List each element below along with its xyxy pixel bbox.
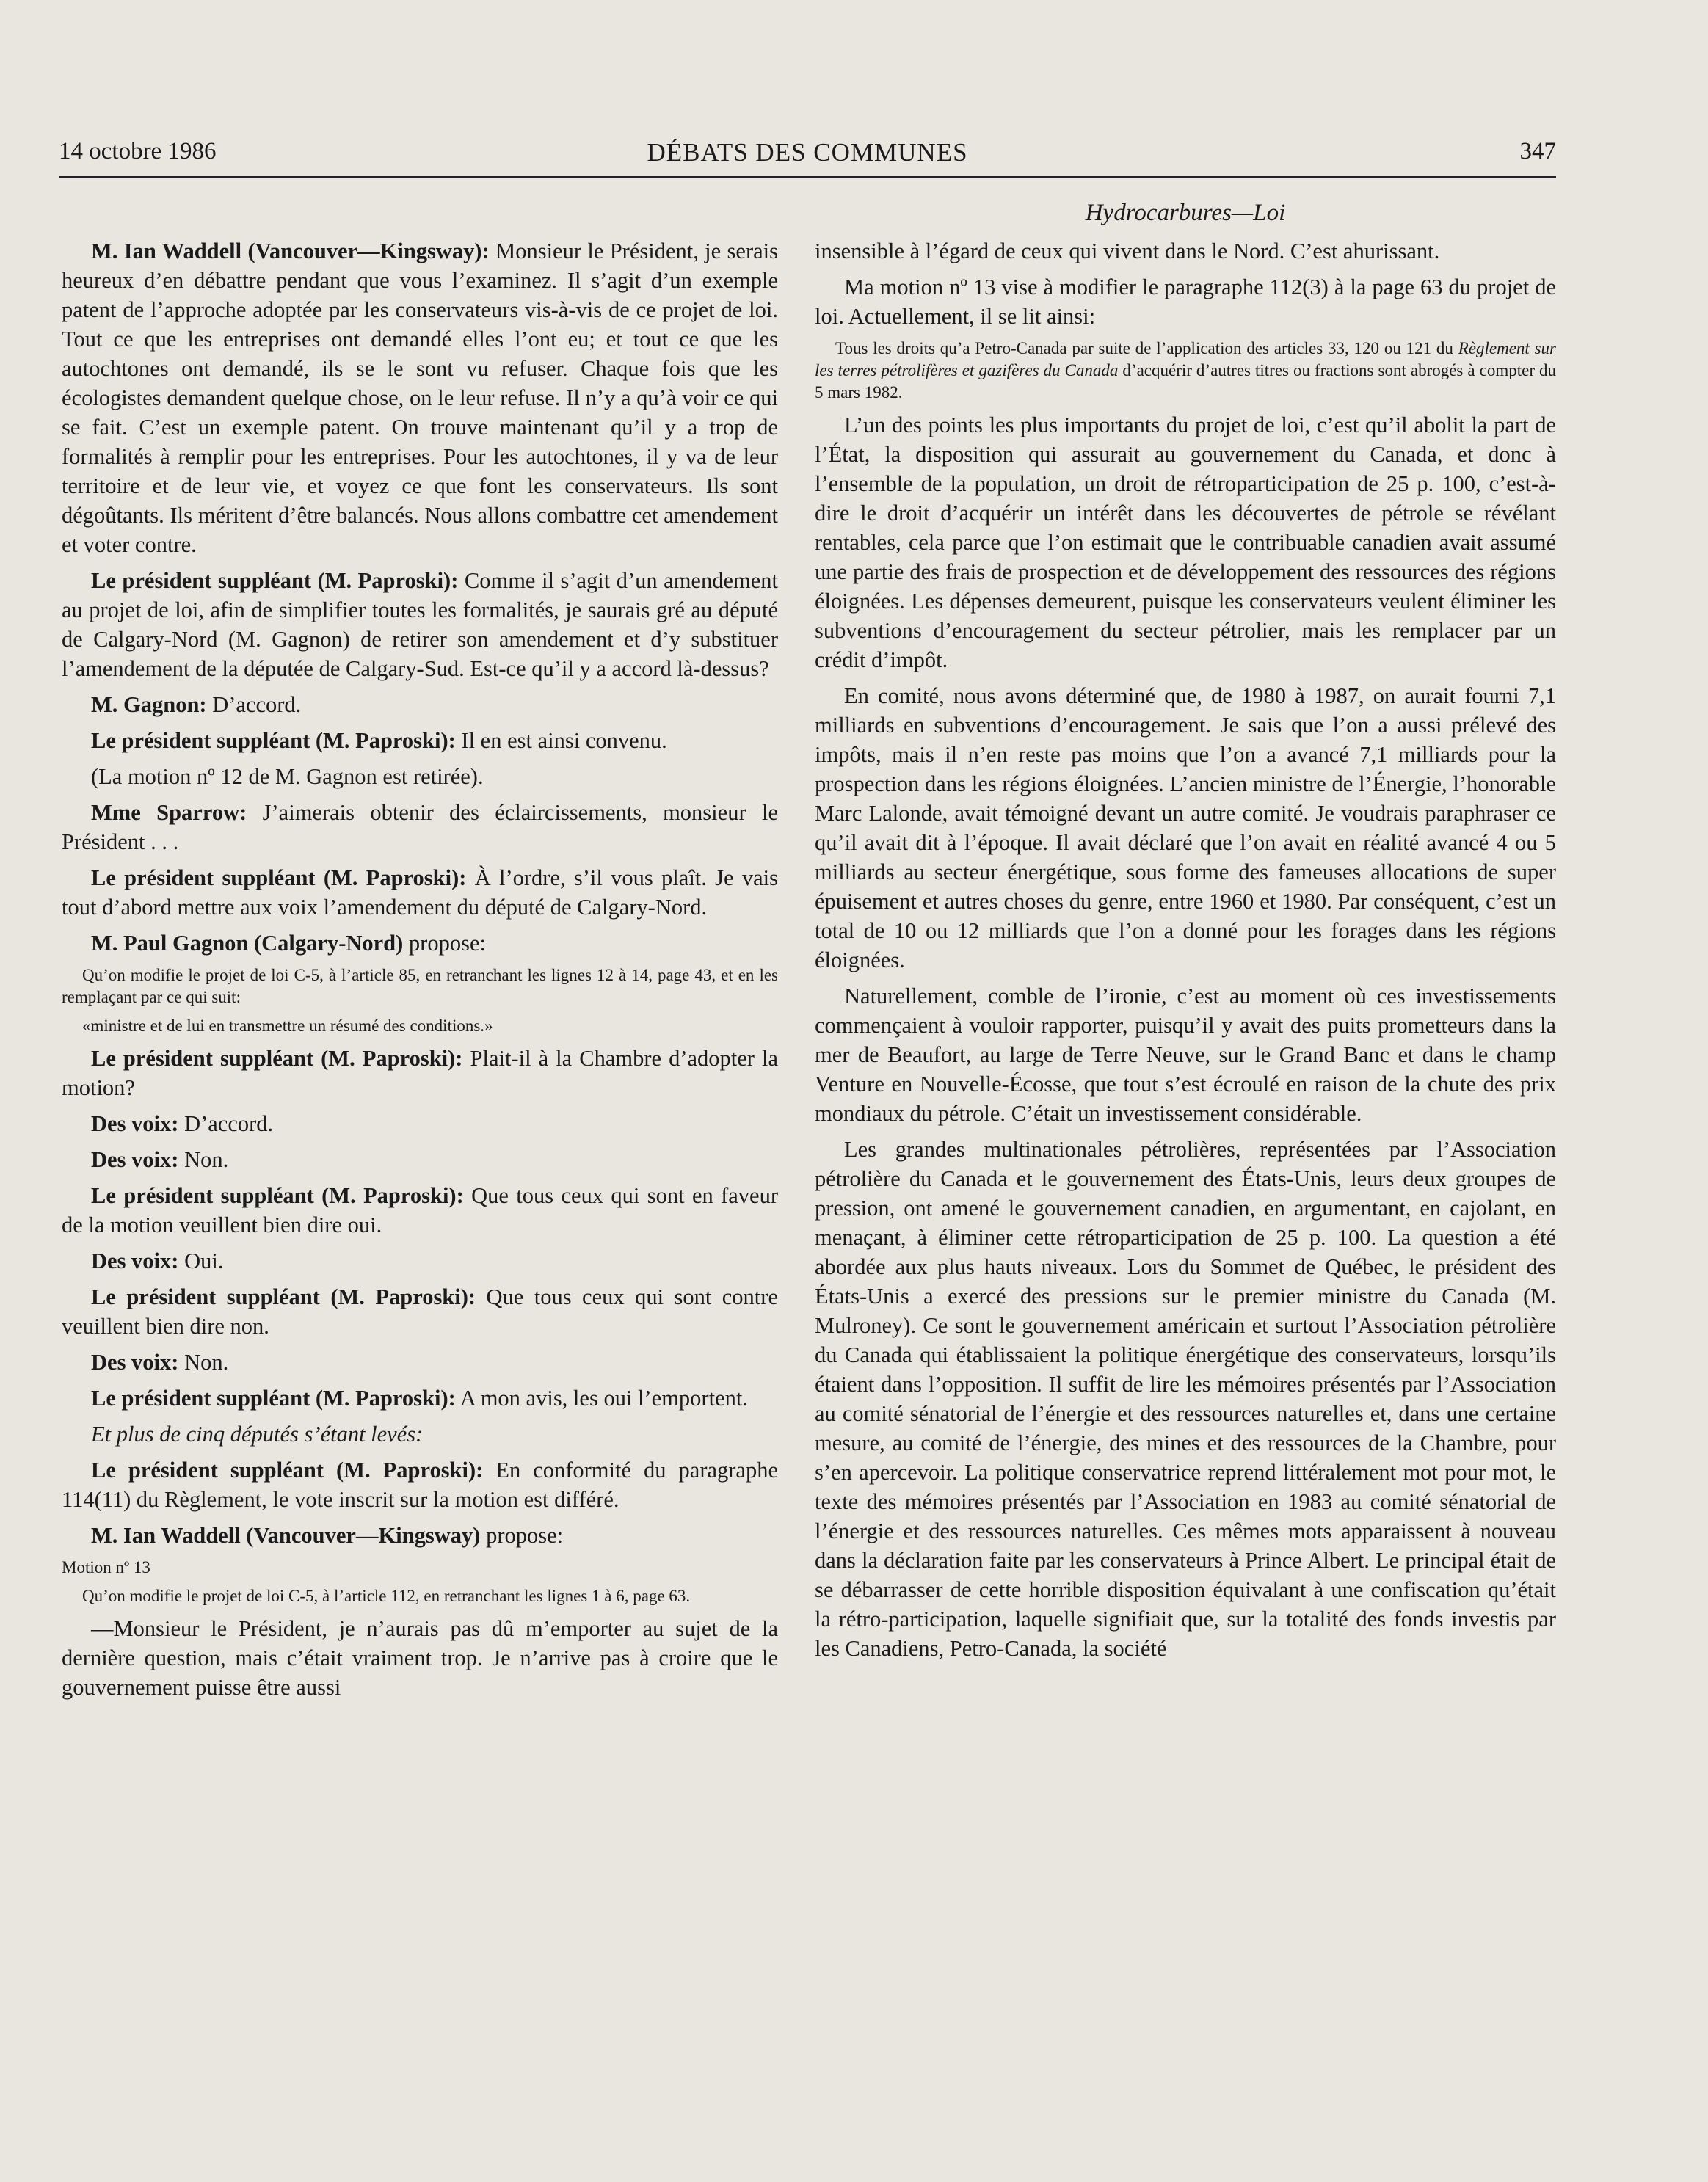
block-quote: «ministre et de lui en transmettre un résumé des conditions.» [82,1017,493,1035]
quote-text: d’acquérir d’autres titres ou fractions sont abrogés à compter du 5 mars 1982. [815,361,1556,401]
left-column [62,236,778,2159]
speaker-name: M. Paul Gagnon (Calgary-Nord) [91,931,404,956]
running-head: Hydrocarbures—Loi [1085,200,1286,226]
speech-paragraph [62,1109,778,1138]
speech-paragraph [62,690,778,719]
paragraph: Naturellement, comble de l’ironie, c’est au moment où ces investissements commençaient à vouloir rapporter, puisqu’il y avait des puits prometteurs dans la mer de Beaufort, au large de Terre Neuve, sur le Grand Banc et dans le champ Venture en Nouvelle-Écosse, que tout s’est écroulé en raison de la chute des prix mondiaux du pétrole. C’était un investissement considérable. [815,983,1556,1126]
speaker-name: M. Ian Waddell (Vancouver—Kingsway) [91,1523,481,1548]
motion-number: Motion nº 13 [62,1558,150,1577]
speaker-name: Mme Sparrow: [91,800,247,825]
speech-paragraph [62,1181,778,1240]
speaker-name: Le président suppléant (M. Paproski): [91,1183,464,1208]
speech-text: Il en est ainsi convenu. [455,728,667,753]
speaker-name: Le président suppléant (M. Paproski): [91,1046,463,1071]
speaker-name: Des voix: [91,1248,179,1273]
speech-text: Que tous ceux qui sont en faveur de la motion veuillent bien dire oui. [62,1183,778,1237]
speech-paragraph [62,1282,778,1341]
page-number: 347 [1519,138,1556,164]
speech-text: J’aimerais obtenir des éclaircissements, monsieur le Président . . . [62,800,778,854]
speech-text: Que tous ceux qui sont contre veuillent bien dire non. [62,1284,778,1339]
speaker-name: Des voix: [91,1111,179,1136]
speech-text: Comme il s’agit d’un amendement au projet de loi, afin de simplifier toutes les formalités, je saurais gré au député de Calgary-Nord (M. Gagnon) de retirer son amendement et d’y substituer l’amendement de la députée de Calgary-Sud. Est-ce qu’il y a accord là-dessus? [62,568,778,681]
speech-text: À l’ordre, s’il vous plaît. Je vais tout d’abord mettre aux voix l’amendement du député de Calgary-Nord. [62,865,778,920]
paragraph: L’un des points les plus importants du projet de loi, c’est qu’il abolit la part de l’État, la disposition qui assurait au gouvernement du Canada, et donc à l’ensemble de la population, un droit de rétroparticipation de 25 p. 100, c’est-à-dire le droit d’acquérir un intérêt dans les découvertes de pétrole se révélant rentables, cela parce que l’on estimait que le contribuable canadien avait assumé une partie des frais de prospection et de développement des ressources des régions éloignées. Les dépenses demeurent, puisque les conservateurs veulent éliminer les subventions d’encouragement du secteur pétrolier, mais les remplacer par un crédit d’impôt. [815,412,1556,672]
speech-text: propose: [403,931,486,956]
speech-paragraph [62,863,778,922]
speech-paragraph [62,928,778,958]
speech-paragraph [62,1044,778,1102]
page-header [59,138,1556,178]
speaker-name: Des voix: [91,1350,179,1375]
paragraph: Les grandes multinationales pétrolières, représentées par l’Association pétrolière du Canada et le gouvernement des États-Unis, leurs deux groupes de pression, ont amené le gouvernement canadien, en argumentant, en cajolant, en menaçant, à éliminer cette rétroparticipation de 25 p. 100. La question a été abordée aux plus hauts niveaux. Lors du Sommet de Québec, le président des États-Unis a exercé des pressions sur le premier ministre du Canada (M. Mulroney). Ce sont le gouvernement américain et surtout l’Association pétrolière du Canada qui établissaient la politique énergétique des conservateurs, lorsqu’ils étaient dans l’opposition. Il suffit de lire les mémoires présentés par l’Association au comité sénatorial de l’énergie et des ressources naturelles et, dans une certaine mesure, au comité de l’énergie, des mines et des ressources de la Chambre, pour s’en apercevoir. La politique conservatrice reprend littéralement mot pour mot, le texte des mémoires présentés par l’Association en 1983 au comité sénatorial de l’énergie et des ressources naturelles. Ces mêmes mots apparaissent à nouveau dans la déclaration faite par les conservateurs à Prince Albert. Le principal était de se débarrasser de cette horrible disposition équivalant à une confiscation qu’était la rétro-participation, laquelle signifiait que, sur la totalité des fonds investis par les Canadiens, Petro-Canada, la société [815,1137,1556,1661]
speech-text: D’accord. [178,1111,274,1136]
speech-paragraph [62,1383,778,1413]
block-quote: Qu’on modifie le projet de loi C-5, à l’article 112, en retranchant les lignes 1 à 6, page 63. [82,1587,691,1605]
quote-text: Tous les droits qu’a Petro-Canada par suite de l’application des articles 33, 120 ou 121 du [835,339,1458,357]
speech-text: Non. [178,1350,229,1375]
speaker-name: Le président suppléant (M. Paproski): [91,1284,476,1309]
speech-text: D’accord. [206,692,302,717]
speech-text: Oui. [178,1248,224,1273]
speech-text: Plait-il à la Chambre d’adopter la motion? [62,1046,778,1100]
paragraph: En comité, nous avons déterminé que, de 1980 à 1987, on aurait fourni 7,1 milliards en subventions d’encouragement. Je sais que l’on a aussi prélevé des impôts, mais il n’en reste pas moins que l’on a avancé 7,1 milliards pour la prospection dans les régions éloignées. L’ancien ministre de l’Énergie, l’honorable Marc Lalonde, avait témoigné devant un autre comité. Je voudrais paraphraser ce qu’il avait dit à l’époque. Il avait déclaré que l’on avait en réalité avancé 4 ou 5 milliards au secteur énergétique, sous forme des fameuses allocations de super épuisement et autres choses du genre, entre 1960 et 1980. Par conséquent, c’est un total de 10 ou 12 milliards que l’on a donné pour les forages dans les régions éloignées. [815,683,1556,972]
speech-paragraph [62,1348,778,1377]
paragraph: insensible à l’égard de ceux qui vivent dans le Nord. C’est ahurissant. [815,239,1440,263]
speech-paragraph [62,1521,778,1550]
speaker-name: M. Ian Waddell (Vancouver—Kingsway): [91,239,490,263]
speech-text: propose: [480,1523,564,1548]
speaker-name: Le président suppléant (M. Paproski): [91,865,467,890]
paragraph: (La motion nº 12 de M. Gagnon est retirée). [91,764,484,789]
speech-text: Monsieur le Président, je serais heureux d’en débattre pendant que vous l’examinez. Il s’agit d’un exemple patent de l’approche adoptée par les conservateurs vis-à-vis de ce projet de loi. Tout ce que les entreprises ont demandé elles l’ont eu; et tout ce que les autochtones ont demandé, ils se le sont vu refuser. Chaque fois que les écologistes demandent quelque chose, on le leur refuse. Il n’y a qu’à voir ce qui se fait. C’est un exemple patent. On trouve maintenant qu’il y a trop de formalités à remplir pour les entreprises. Pour les autochtones, il y va de leur territoire et de leur vie, et voyez ce que font les conservateurs. Ils sont dégoûtants. Ils méritent d’être balancés. Nous allons combattre cet amendement et voter contre. [62,239,778,557]
speaker-name: Des voix: [91,1147,179,1172]
speech-text: A mon avis, les oui l’emportent. [455,1386,748,1411]
header-date: 14 octobre 1986 [59,138,217,164]
speech-paragraph [62,566,778,683]
speaker-name: Le président suppléant (M. Paproski): [91,1386,456,1411]
speech-text: Non. [178,1147,229,1172]
regulation-title: Règlement sur les terres pétrolifères et gazifères du Canada [815,339,1556,379]
speech-paragraph [62,236,778,559]
block-quote [815,338,1556,404]
right-column [815,236,1556,2159]
paragraph: —Monsieur le Président, je n’aurais pas dû m’emporter au sujet de la dernière question, mais c’était vraiment trop. Je n’arrive pas à croire que le gouvernement puisse être aussi [62,1616,778,1700]
speaker-name: Le président suppléant (M. Paproski): [91,728,456,753]
speech-paragraph [62,798,778,857]
procedural-note: Et plus de cinq députés s’étant levés: [91,1422,424,1447]
speech-text: En conformité du paragraphe 114(11) du Règlement, le vote inscrit sur la motion est différé. [62,1458,778,1512]
speech-paragraph [62,1455,778,1514]
speech-paragraph [62,1145,778,1174]
speech-paragraph [62,726,778,755]
paragraph: Ma motion nº 13 vise à modifier le paragraphe 112(3) à la page 63 du projet de loi. Actuellement, il se lit ainsi: [815,274,1556,329]
speaker-name: Le président suppléant (M. Paproski): [91,1458,484,1483]
speech-paragraph [62,1246,778,1276]
block-quote: Qu’on modifie le projet de loi C-5, à l’article 85, en retranchant les lignes 12 à 14, page 43, et en les remplaçant par ce qui suit: [62,966,778,1006]
header-title: DÉBATS DES COMMUNES [647,138,968,167]
speaker-name: Le président suppléant (M. Paproski): [91,568,459,593]
speaker-name: M. Gagnon: [91,692,207,717]
